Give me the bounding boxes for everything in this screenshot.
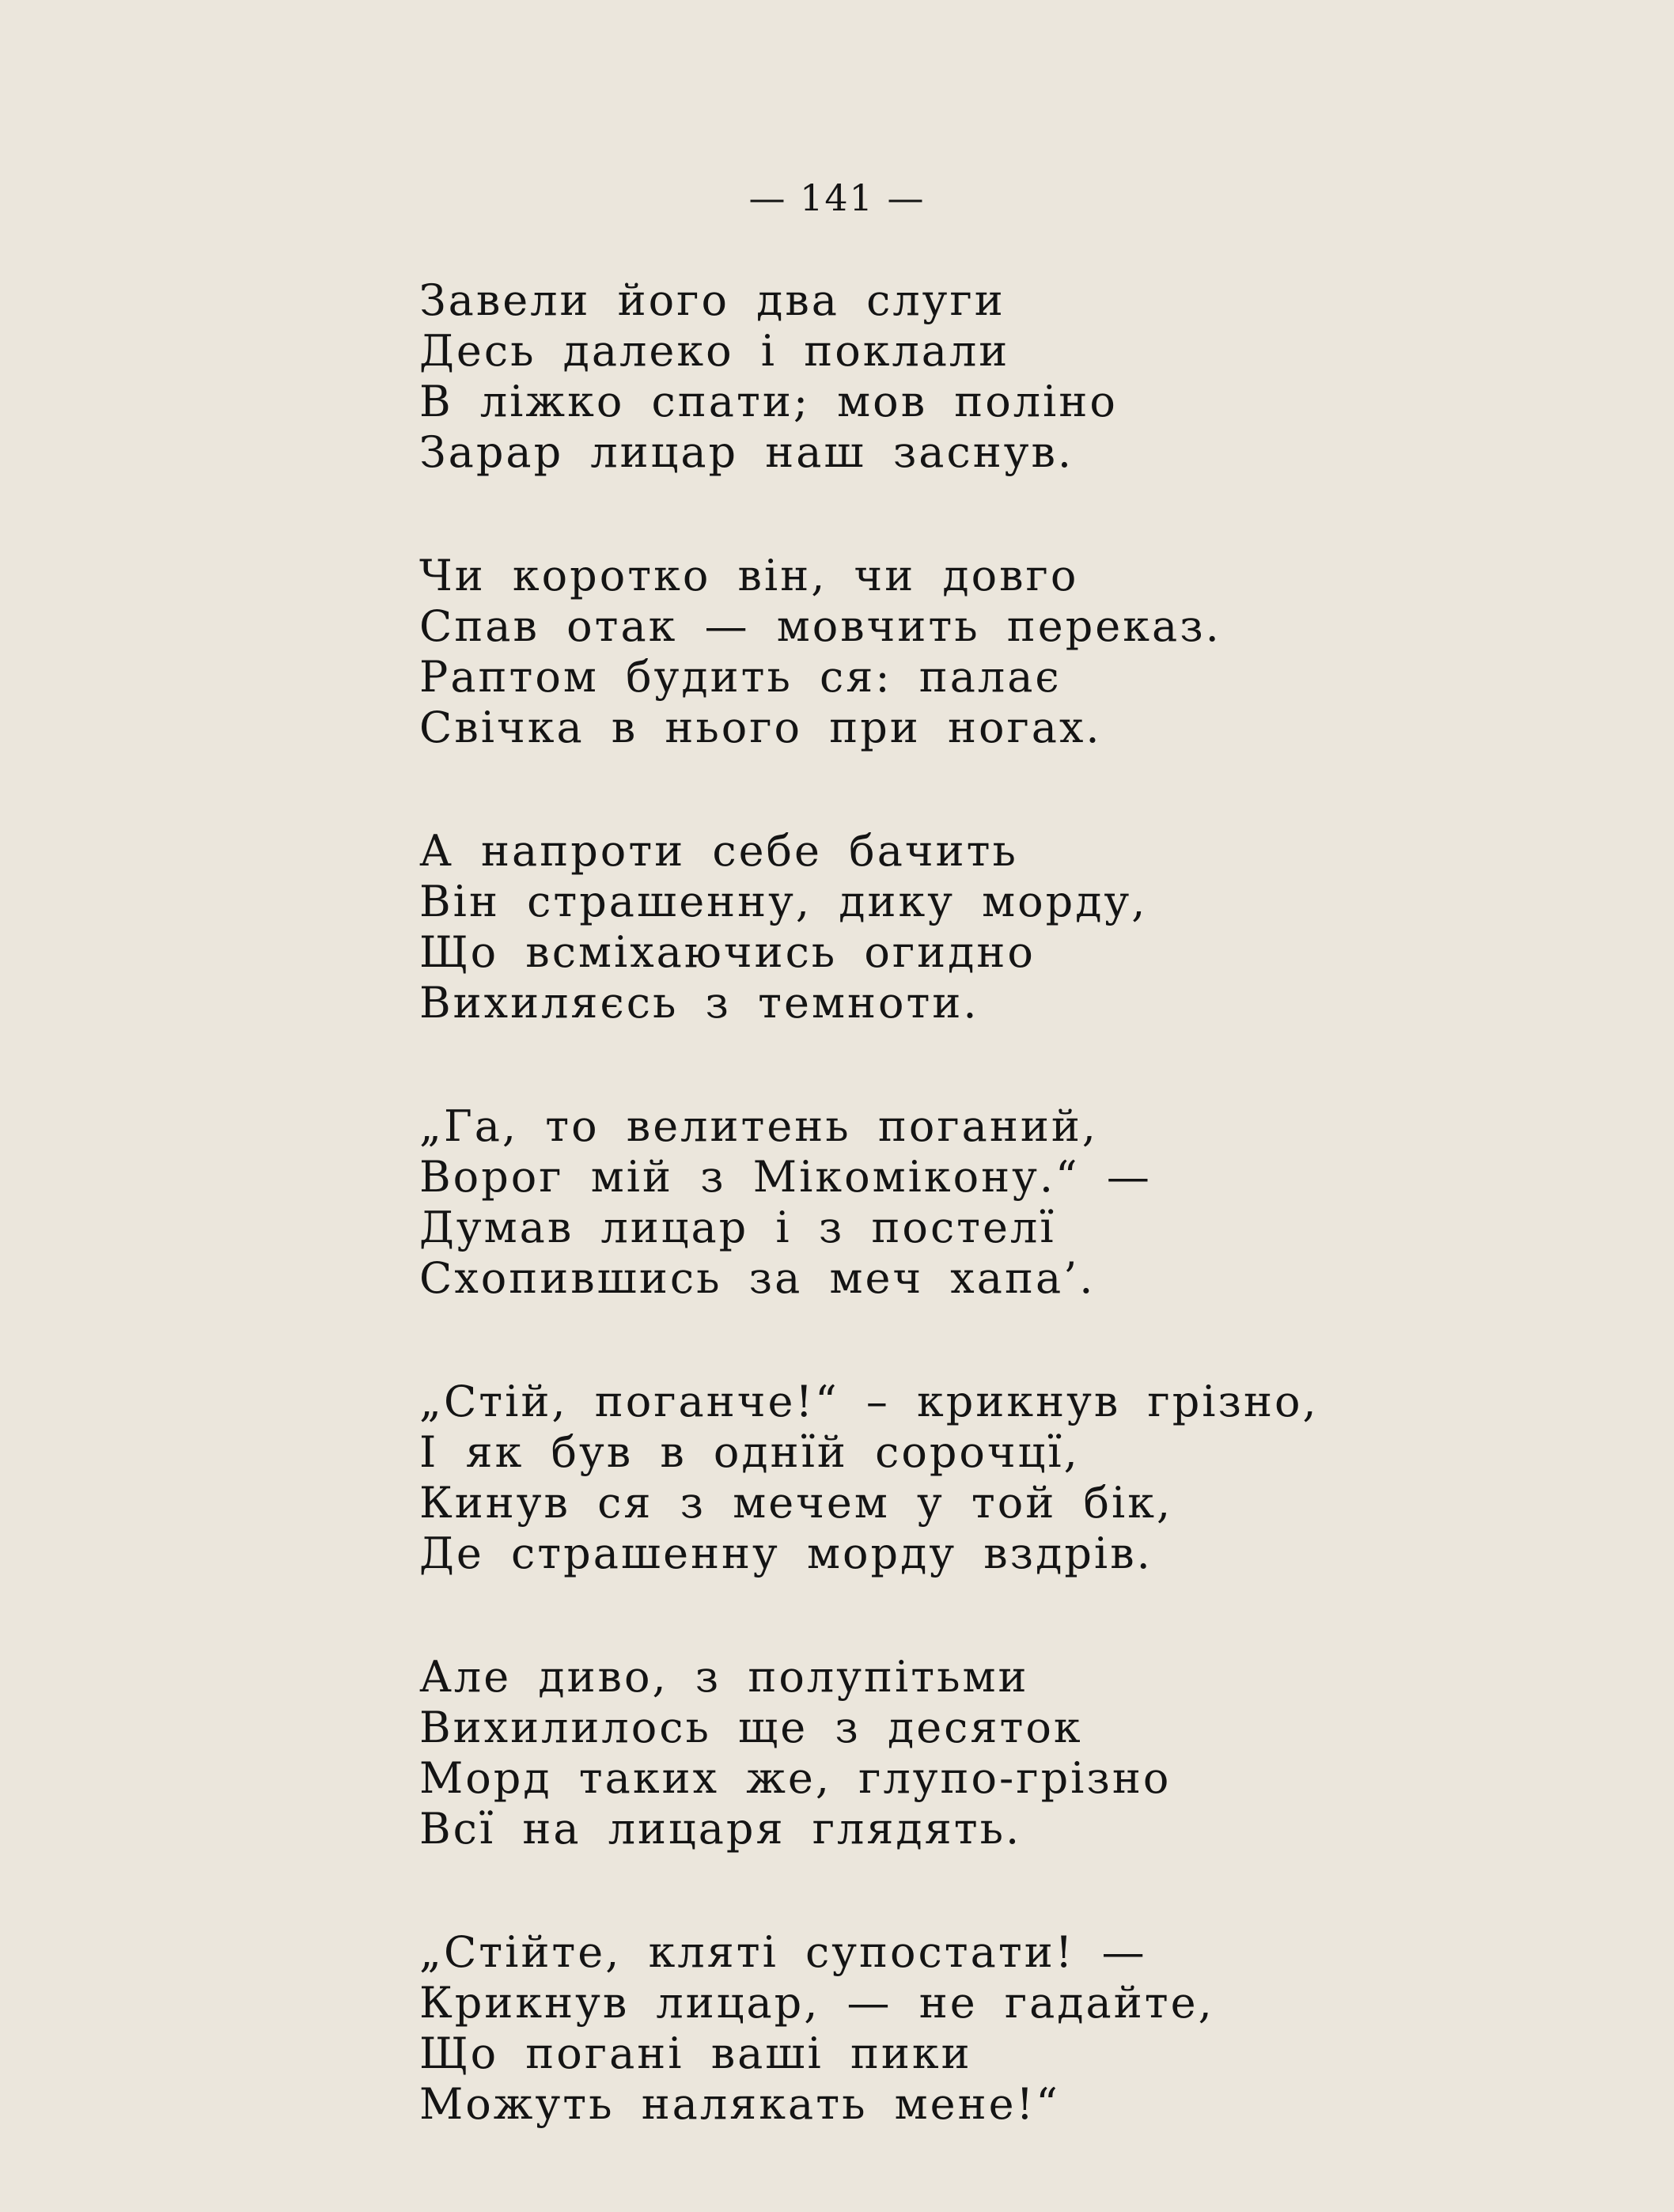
stanza-6	[419, 1652, 1653, 1854]
stanza-1	[419, 275, 1653, 478]
stanza-3	[419, 826, 1653, 1028]
poem-line: „Га, то велитень поганий,	[419, 1101, 1098, 1151]
page-number: — 141 —	[748, 176, 926, 219]
poem-line: Що всміхаючись огидно	[419, 927, 1036, 977]
stanza-5	[419, 1377, 1653, 1579]
poem-line: Ворог мій з Мікомікону.“ —	[419, 1152, 1152, 1202]
poem-line: Кинув ся з мечем у той бік,	[419, 1478, 1173, 1528]
poem-line: Раптом будить ся: палає	[419, 652, 1062, 702]
poem-line: Думав лицар і з постелї	[419, 1203, 1056, 1252]
poem-line: І як був в однїй сорочцї,	[419, 1427, 1080, 1477]
poem-line: „Стійте, кляті супостати! —	[419, 1927, 1147, 1977]
poem-line: В ліжко спати; мов поліно	[419, 377, 1118, 426]
poem-line: Але диво, з полупітьми	[419, 1652, 1029, 1702]
poem-line: Він страшенну, дику морду,	[419, 877, 1148, 926]
poem-line: Десь далеко і поклали	[419, 326, 1010, 376]
poem-line: Чи коротко він, чи довго	[419, 551, 1079, 600]
poem-line: Вихилилось ще з десяток	[419, 1703, 1083, 1752]
poem-line: Спав отак — мовчить переказ.	[419, 601, 1221, 651]
poem-line: А напроти себе бачить	[419, 826, 1018, 876]
poem-line: „Стій, поганче!“ – крикнув грізно,	[419, 1377, 1319, 1426]
poem-line: Схопившись за меч хапа’.	[419, 1253, 1096, 1303]
poem-line: Всї на лицаря глядять.	[419, 1804, 1022, 1854]
poem-line: Зарар лицар наш заснув.	[419, 427, 1074, 477]
poem-line: Морд таких же, глупо-грізно	[419, 1753, 1172, 1803]
stanza-7	[419, 1927, 1653, 2130]
poem-line: Що погані ваші пики	[419, 2028, 972, 2078]
poem-line: Вихиляєсь з темноти.	[419, 978, 979, 1028]
stanza-4	[419, 1101, 1653, 1304]
poem-line: Завели його два слуги	[419, 275, 1006, 325]
poem-line: Можуть налякать мене!“	[419, 2079, 1060, 2129]
poem-line: Де страшенну морду вздрів.	[419, 1528, 1153, 1578]
poem	[419, 275, 1653, 2130]
poem-line: Свічка в нього при ногах.	[419, 703, 1102, 752]
stanza-2	[419, 551, 1653, 753]
poem-line: Крикнув лицар, — не гадайте,	[419, 1978, 1214, 2028]
